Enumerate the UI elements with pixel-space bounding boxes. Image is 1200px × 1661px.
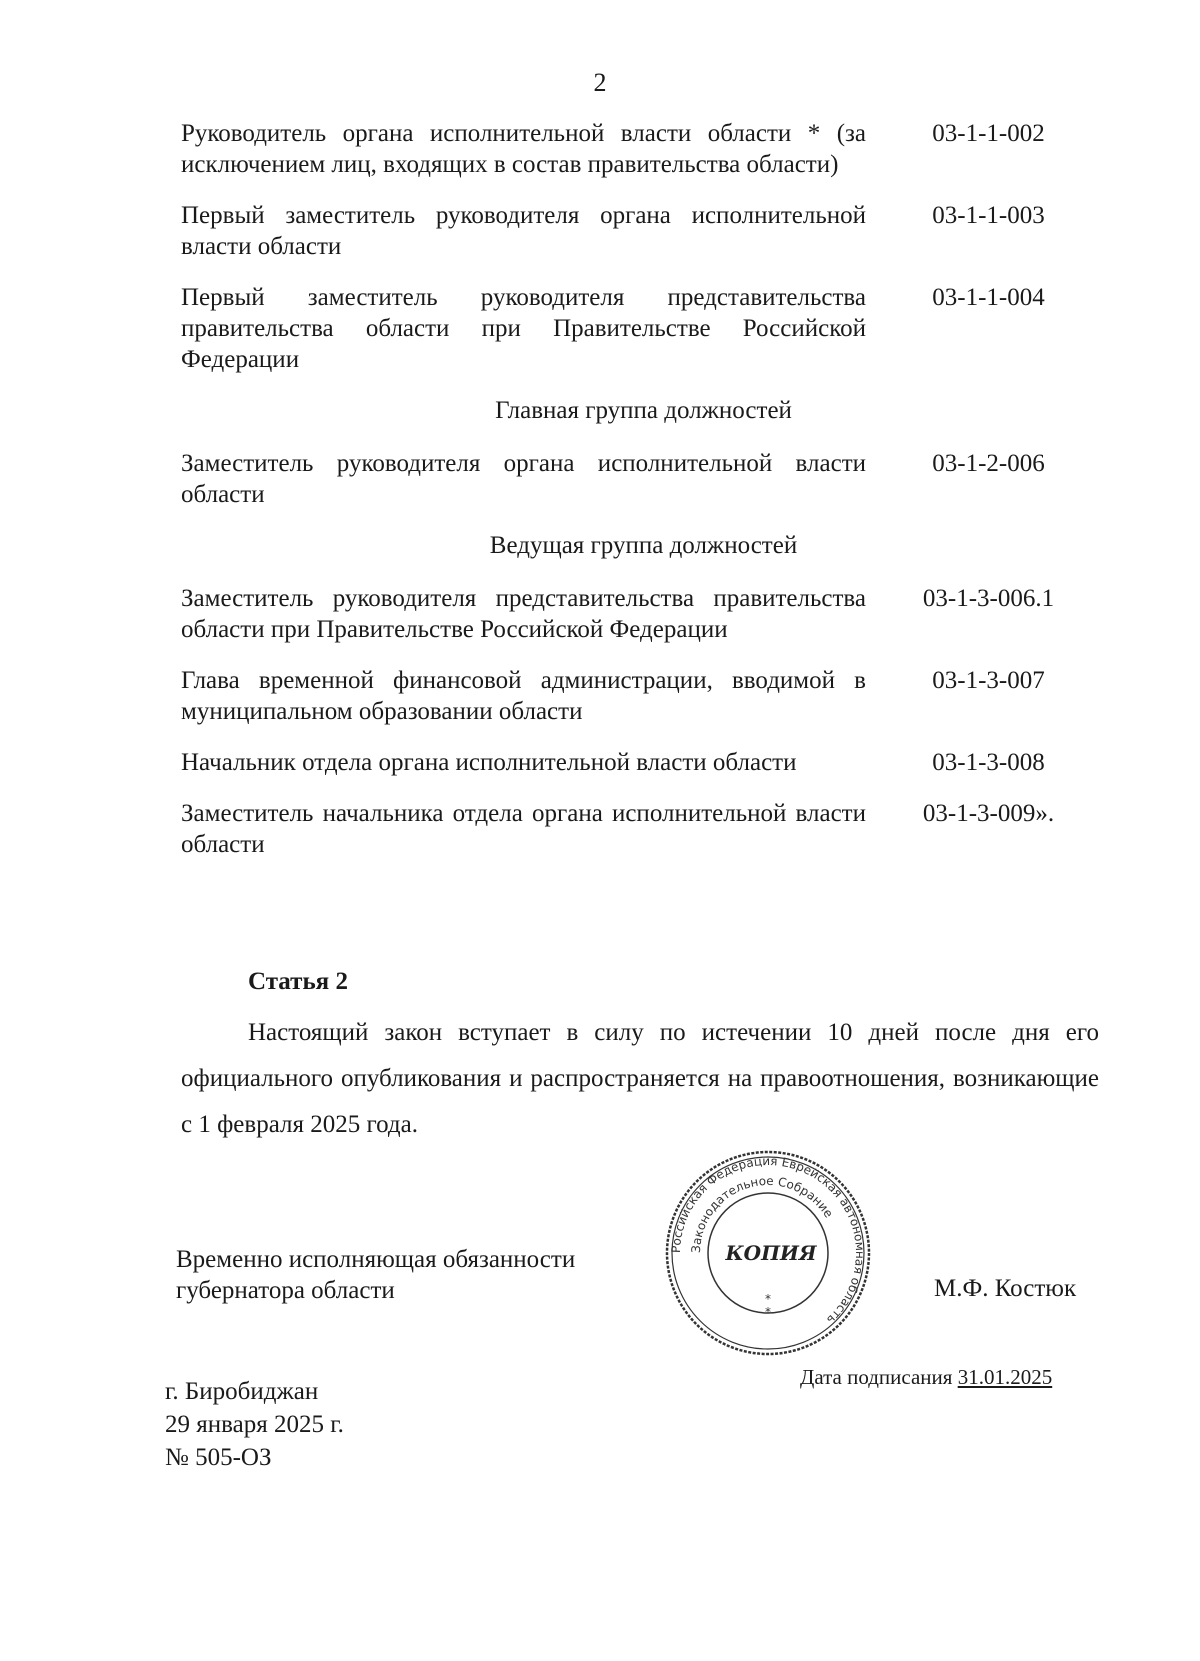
seal-inner-text: Законодательное Собрание	[688, 1173, 836, 1254]
position-title: Руководитель органа исполнительной власти области * (за исключением лиц, входящих в состав правительства области)	[181, 120, 866, 178]
page-number: 2	[593, 68, 607, 97]
signatory-role-line: Временно исполняющая обязанности	[176, 1246, 576, 1273]
position-code: 03-1-3-006.1	[922, 585, 1055, 612]
position-code: 03-1-1-003	[932, 202, 1045, 229]
group-heading-main: Главная группа должностей	[495, 397, 792, 424]
law-number: № 505-ОЗ	[165, 1444, 272, 1471]
official-seal	[663, 1148, 873, 1358]
position-title: Первый заместитель руководителя органа исполнительной власти области	[181, 202, 866, 260]
signing-date	[800, 1365, 1052, 1390]
position-code: 03-1-3-009».	[922, 800, 1055, 827]
seal-outer-text: Российская Федерация Еврейская автономная область	[668, 1153, 868, 1328]
adoption-date: 29 января 2025 г.	[165, 1411, 344, 1438]
table-row	[181, 747, 1081, 778]
position-code: 03-1-3-007	[932, 667, 1045, 694]
table-row	[181, 583, 1081, 645]
signatory-role-line: губернатора области	[176, 1277, 395, 1304]
signatory-role	[176, 1244, 575, 1306]
table-row	[181, 665, 1081, 727]
position-code: 03-1-2-006	[932, 450, 1045, 477]
position-title: Заместитель руководителя представительства правительства области при Правительстве Российской Федерации	[181, 585, 866, 643]
table-row	[181, 282, 1081, 375]
positions-table	[181, 118, 1081, 880]
article-text: Настоящий закон вступает в силу по истечении 10 дней после дня его официального опубликования и распространяется на правоотношения, возникающие с 1 февраля 2025 года.	[181, 1019, 1099, 1138]
group-heading-lead: Ведущая группа должностей	[489, 532, 798, 559]
table-row	[181, 200, 1081, 262]
law-place-date	[165, 1375, 344, 1474]
city: г. Биробиджан	[165, 1378, 319, 1405]
signing-date-value: 31.01.2025	[957, 1365, 1053, 1389]
position-title: Заместитель руководителя органа исполнительной власти области	[181, 450, 866, 508]
position-code: 03-1-1-002	[932, 120, 1045, 147]
position-title: Заместитель начальника отдела органа исполнительной власти области	[181, 800, 866, 858]
position-code: 03-1-1-004	[932, 284, 1045, 311]
svg-text:*: *	[765, 1292, 771, 1306]
position-title: Начальник отдела органа исполнительной власти области	[181, 749, 797, 776]
seal-center-text: КОПИЯ	[725, 1241, 817, 1265]
article-title: Статья 2	[248, 968, 348, 995]
svg-text:*: *	[765, 1305, 771, 1319]
table-row	[181, 448, 1081, 510]
table-row	[181, 798, 1081, 860]
position-code: 03-1-3-008	[932, 749, 1045, 776]
position-title: Глава временной финансовой администрации, вводимой в муниципальном образовании области	[181, 667, 866, 725]
signing-date-label: Дата подписания	[800, 1365, 953, 1389]
signatory-name: М.Ф. Костюк	[934, 1275, 1077, 1302]
position-title: Первый заместитель руководителя представительства правительства области при Правительстве Российской Федерации	[181, 284, 866, 373]
table-row	[181, 118, 1081, 180]
